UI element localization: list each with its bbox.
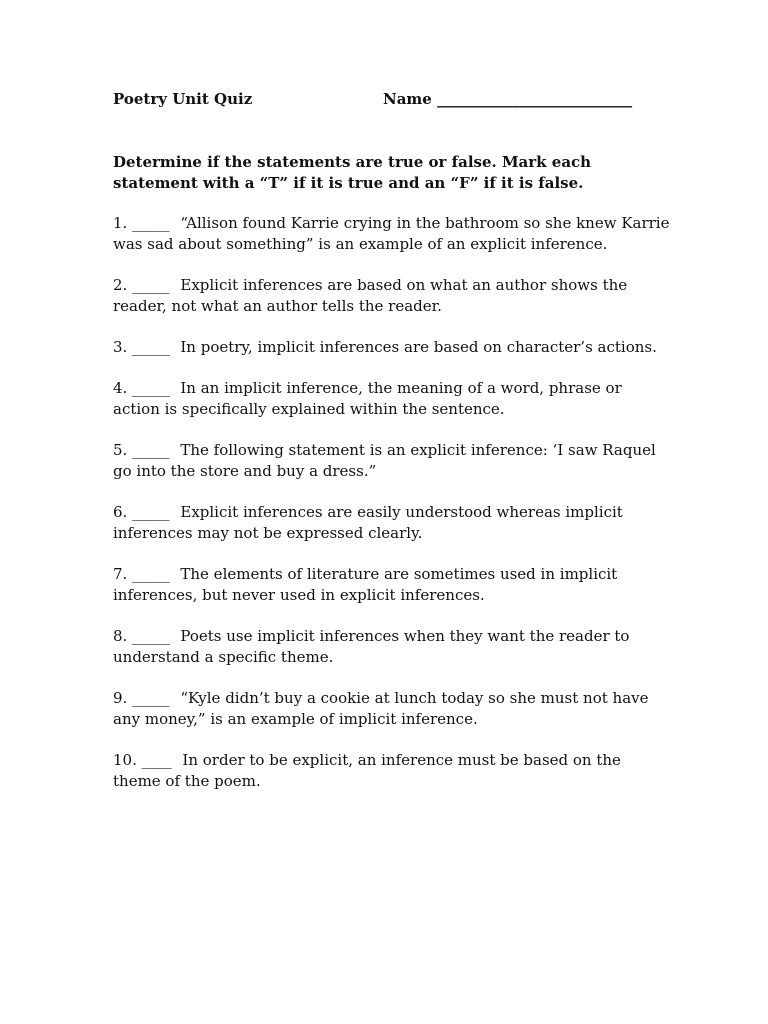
question-number: 6. (113, 503, 128, 521)
answer-blank: _____ (132, 689, 170, 707)
question-item (113, 626, 673, 668)
question-number: 9. (113, 689, 128, 707)
question-number: 2. (113, 276, 128, 294)
answer-blank: _____ (132, 565, 170, 583)
answer-blank: _____ (132, 503, 170, 521)
question-number: 10. (113, 751, 137, 769)
question-item (113, 440, 673, 482)
question-text: “Allison found Karrie crying in the bathroom so she knew Karrie was sad about something” is an example of an explicit inference. (113, 214, 670, 253)
question-text: Explicit inferences are based on what an author shows the reader, not what an author tells the reader. (113, 276, 628, 315)
question-number: 7. (113, 565, 128, 583)
question-item (113, 688, 673, 730)
name-label: Name (383, 90, 432, 108)
question-item (113, 275, 673, 317)
question-number: 8. (113, 627, 128, 645)
name-blank-line: __________________________ (437, 90, 633, 108)
question-text: In order to be explicit, an inference must be based on the theme of the poem. (113, 751, 621, 790)
question-text: The following statement is an explicit inference: ‘I saw Raquel go into the store and buy a dress.” (113, 441, 656, 480)
answer-blank: _____ (132, 627, 170, 645)
question-item (113, 564, 673, 606)
question-item (113, 337, 673, 358)
question-text: “Kyle didn’t buy a cookie at lunch today so she must not have any money,” is an example of implicit inference. (113, 689, 649, 728)
question-text: Explicit inferences are easily understood whereas implicit inferences may not be expressed clearly. (113, 503, 623, 542)
answer-blank: ____ (141, 751, 172, 769)
quiz-header (113, 90, 632, 108)
question-text: In an implicit inference, the meaning of a word, phrase or action is specifically explained within the sentence. (113, 379, 622, 418)
answer-blank: _____ (132, 214, 170, 232)
question-number: 1. (113, 214, 128, 232)
answer-blank: _____ (132, 441, 170, 459)
answer-blank: _____ (132, 379, 170, 397)
question-number: 5. (113, 441, 128, 459)
answer-blank: _____ (132, 276, 170, 294)
quiz-title: Poetry Unit Quiz (113, 90, 253, 108)
instructions: Determine if the statements are true or false. Mark each statement with a “T” if it is true and an “F” if it is false. (113, 153, 592, 192)
question-item (113, 750, 673, 792)
answer-blank: _____ (132, 338, 170, 356)
question-item (113, 502, 673, 544)
question-list (113, 213, 673, 812)
question-item (113, 378, 673, 420)
question-number: 4. (113, 379, 128, 397)
question-text: Poets use implicit inferences when they want the reader to understand a specific theme. (113, 627, 630, 666)
question-item (113, 213, 673, 255)
question-text: The elements of literature are sometimes used in implicit inferences, but never used in explicit inferences. (113, 565, 618, 604)
question-text: In poetry, implicit inferences are based on character’s actions. (180, 338, 657, 356)
question-number: 3. (113, 338, 128, 356)
